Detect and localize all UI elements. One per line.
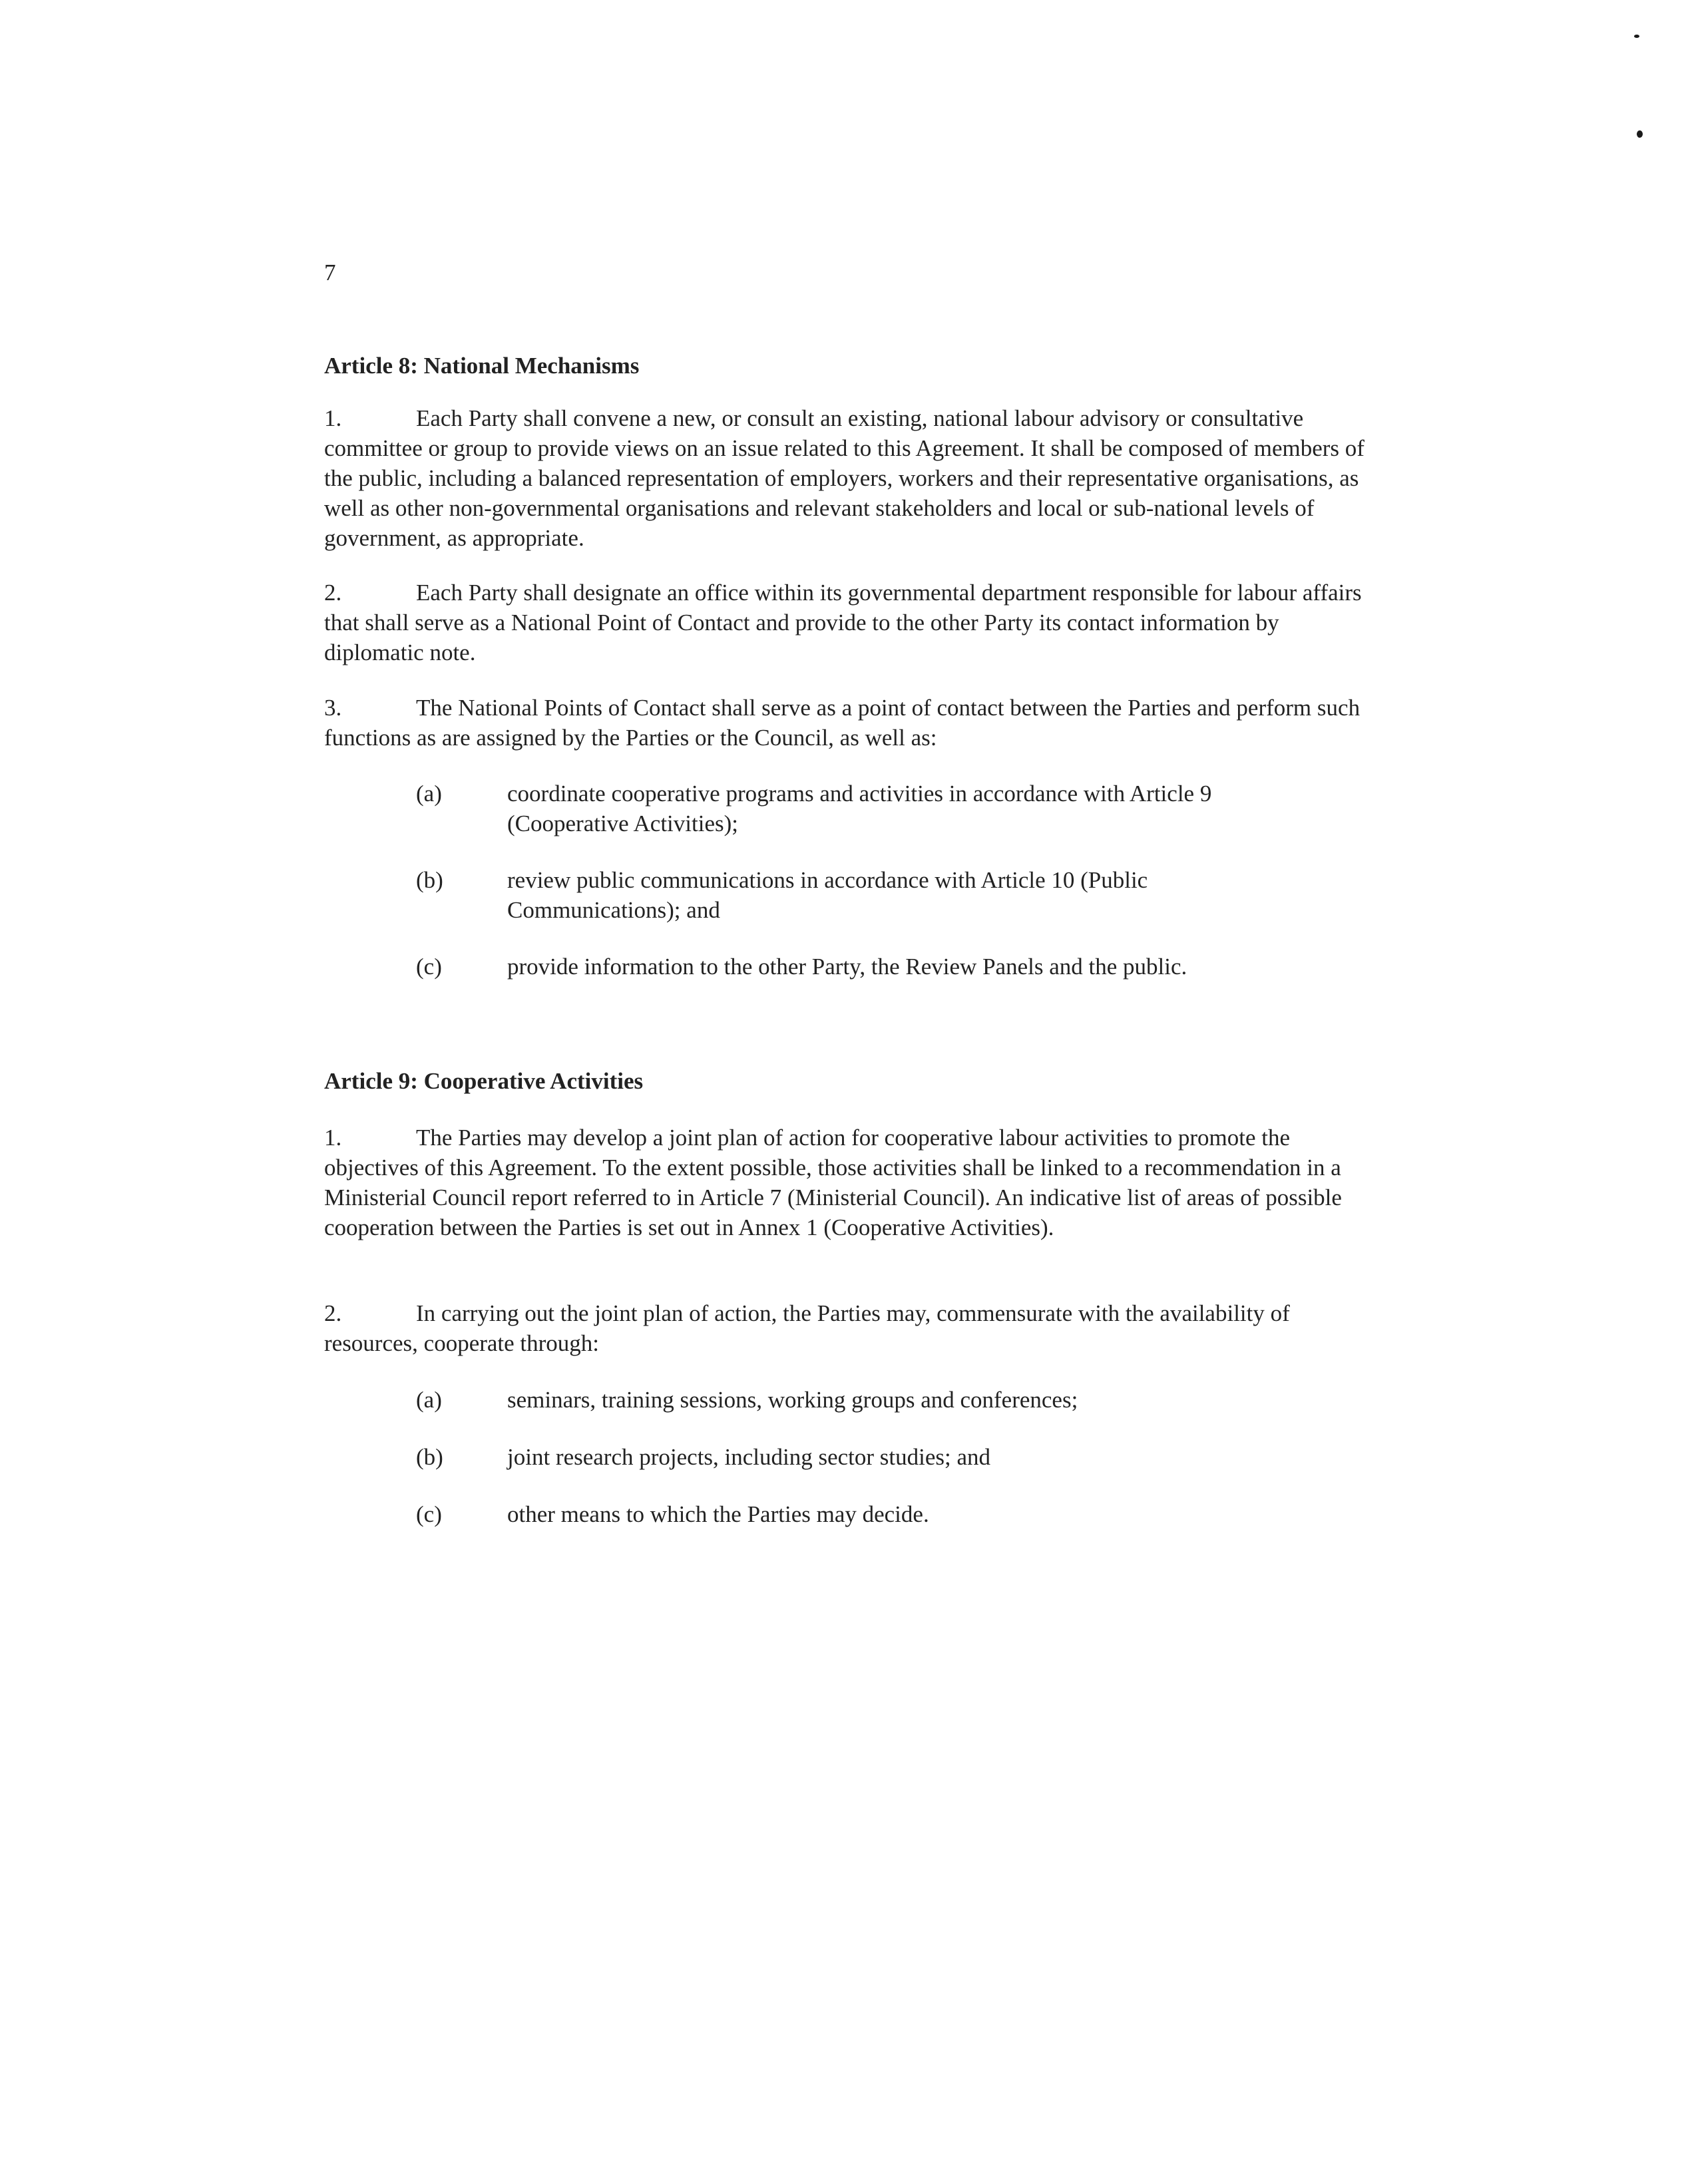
article-9-item-c — [416, 1499, 1308, 1529]
article-9-paragraph-2 — [324, 1298, 1369, 1358]
item-label: (b) — [416, 1444, 443, 1470]
article-8-item-c — [416, 952, 1308, 982]
scan-speck — [1637, 130, 1643, 138]
paragraph-text: Each Party shall convene a new, or consult an existing, national labour advisory or consultative committee or group to provide views on an issue related to this Agreement. It shall be composed of members of the public, including a balanced representation of employers, workers and their representative organisations, as well as other non-governmental organisations and relevant stakeholders and local or sub-national levels of government, as appropriate. — [324, 405, 1365, 551]
paragraph-text: In carrying out the joint plan of action, the Parties may, commensurate with the availability of resources, cooperate through: — [324, 1300, 1290, 1356]
item-label: (c) — [416, 954, 442, 980]
page-number: 7 — [324, 260, 336, 285]
article-8-heading: Article 8: National Mechanisms — [324, 353, 640, 379]
item-label: (a) — [416, 1387, 442, 1413]
item-text: coordinate cooperative programs and activities in accordance with Article 9 (Cooperative Activities); — [507, 781, 1212, 836]
scan-speck — [1634, 35, 1639, 38]
paragraph-text: The Parties may develop a joint plan of action for cooperative labour activities to promote the objectives of this Agreement. To the extent possible, those activities shall be linked to a recommendation in a Ministerial Council report referred to in Article 7 (Ministerial Council). An indicative list of areas of possible cooperation between the Parties is set out in Annex 1 (Cooperative Activities). — [324, 1125, 1342, 1240]
article-8-paragraph-1 — [324, 403, 1369, 553]
item-label: (b) — [416, 867, 443, 893]
item-text: review public communications in accordance with Article 10 (Public Communications); and — [507, 867, 1148, 923]
paragraph-number: 1. — [324, 1125, 342, 1151]
paragraph-number: 3. — [324, 695, 342, 721]
paragraph-number: 1. — [324, 405, 342, 431]
paragraph-number: 2. — [324, 580, 342, 606]
paragraph-text: The National Points of Contact shall serve as a point of contact between the Parties and perform such functions as are assigned by the Parties or the Council, as well as: — [324, 695, 1361, 751]
article-8-item-b — [416, 865, 1308, 925]
article-9-item-a — [416, 1385, 1308, 1415]
article-9-item-b — [416, 1442, 1308, 1472]
item-label: (c) — [416, 1501, 442, 1527]
paragraph-number: 2. — [324, 1300, 342, 1326]
article-8-paragraph-2 — [324, 578, 1369, 667]
paragraph-text: Each Party shall designate an office within its governmental department responsible for labour affairs that shall serve as a National Point of Contact and provide to the other Party its contact information by diplomatic note. — [324, 580, 1362, 665]
article-8-item-a — [416, 779, 1308, 838]
item-label: (a) — [416, 781, 442, 807]
item-text: provide information to the other Party, the Review Panels and the public. — [507, 954, 1187, 980]
item-text: other means to which the Parties may decide. — [507, 1501, 929, 1527]
article-8-paragraph-3 — [324, 693, 1369, 753]
item-text: seminars, training sessions, working groups and conferences; — [507, 1387, 1078, 1413]
item-text: joint research projects, including sector studies; and — [507, 1444, 991, 1470]
article-9-heading: Article 9: Cooperative Activities — [324, 1068, 644, 1094]
article-9-paragraph-1 — [324, 1123, 1369, 1242]
